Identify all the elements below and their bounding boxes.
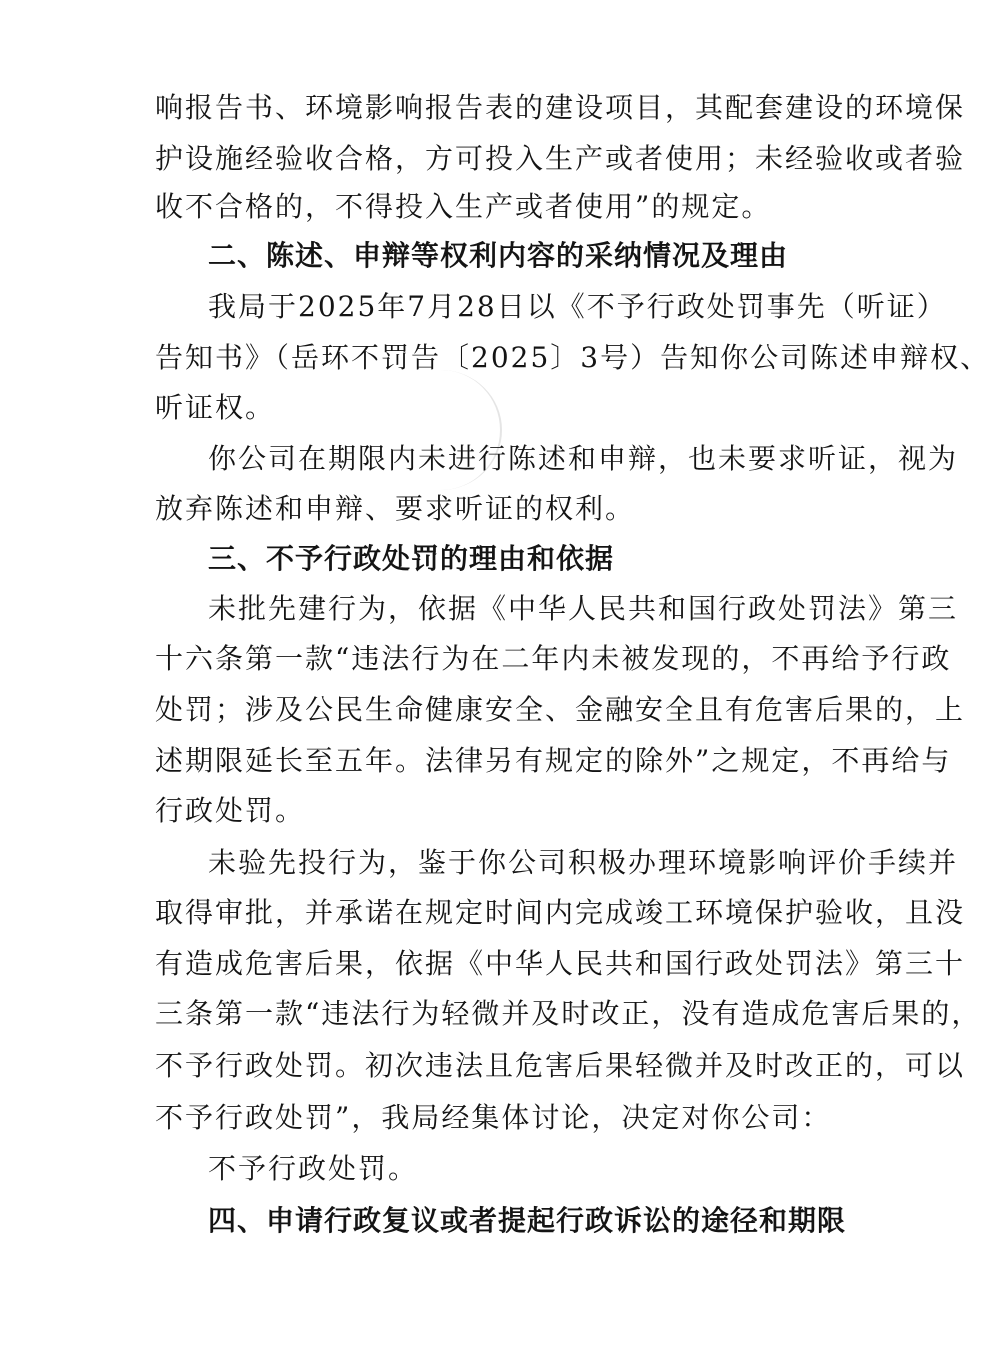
paragraph-line: 述期限延长至五年。法律另有规定的除外”之规定，不再给与 bbox=[155, 744, 952, 777]
paragraph-line: 告知书》（岳环不罚告〔2025〕3号）告知你公司陈述申辩权、 bbox=[155, 341, 991, 374]
paragraph-line: 收不合格的，不得投入生产或者使用”的规定。 bbox=[155, 190, 772, 223]
paragraph-line: 不予行政处罚”，我局经集体讨论，决定对你公司： bbox=[155, 1101, 832, 1134]
paragraph-line: 未验先投行为，鉴于你公司积极办理环境影响评价手续并 bbox=[208, 846, 959, 879]
paragraph-line: 处罚；涉及公民生命健康安全、金融安全且有危害后果的，上 bbox=[155, 693, 966, 726]
paragraph-line: 听证权。 bbox=[155, 391, 276, 424]
paragraph-line: 未批先建行为，依据《中华人民共和国行政处罚法》第三 bbox=[208, 592, 959, 625]
paragraph-line: 三条第一款“违法行为轻微并及时改正，没有造成危害后果的， bbox=[155, 997, 982, 1030]
decision-line: 不予行政处罚。 bbox=[208, 1152, 419, 1185]
section-heading-4: 四、申请行政复议或者提起行政诉讼的途径和期限 bbox=[208, 1204, 847, 1237]
paragraph-line: 有造成危害后果，依据《中华人民共和国行政处罚法》第三十 bbox=[155, 947, 966, 980]
paragraph-line: 行政处罚。 bbox=[155, 794, 306, 827]
paragraph-line: 响报告书、环境影响报告表的建设项目，其配套建设的环境保 bbox=[155, 91, 966, 124]
section-heading-3: 三、不予行政处罚的理由和依据 bbox=[208, 542, 615, 575]
paragraph-line: 你公司在期限内未进行陈述和申辩，也未要求听证，视为 bbox=[208, 442, 959, 475]
paragraph-line: 放弃陈述和申辩、要求听证的权利。 bbox=[155, 492, 636, 525]
section-heading-2: 二、陈述、申辩等权利内容的采纳情况及理由 bbox=[208, 239, 789, 272]
paragraph-line: 我局于2025年7月28日以《不予行政处罚事先（听证） bbox=[208, 290, 947, 323]
paragraph-line: 取得审批，并承诺在规定时间内完成竣工环境保护验收，且没 bbox=[155, 896, 966, 929]
paragraph-line: 护设施经验收合格，方可投入生产或者使用；未经验收或者验 bbox=[155, 142, 966, 175]
paragraph-line: 不予行政处罚。初次违法且危害后果轻微并及时改正的，可以 bbox=[155, 1049, 966, 1082]
paragraph-line: 十六条第一款“违法行为在二年内未被发现的，不再给予行政 bbox=[155, 642, 952, 675]
